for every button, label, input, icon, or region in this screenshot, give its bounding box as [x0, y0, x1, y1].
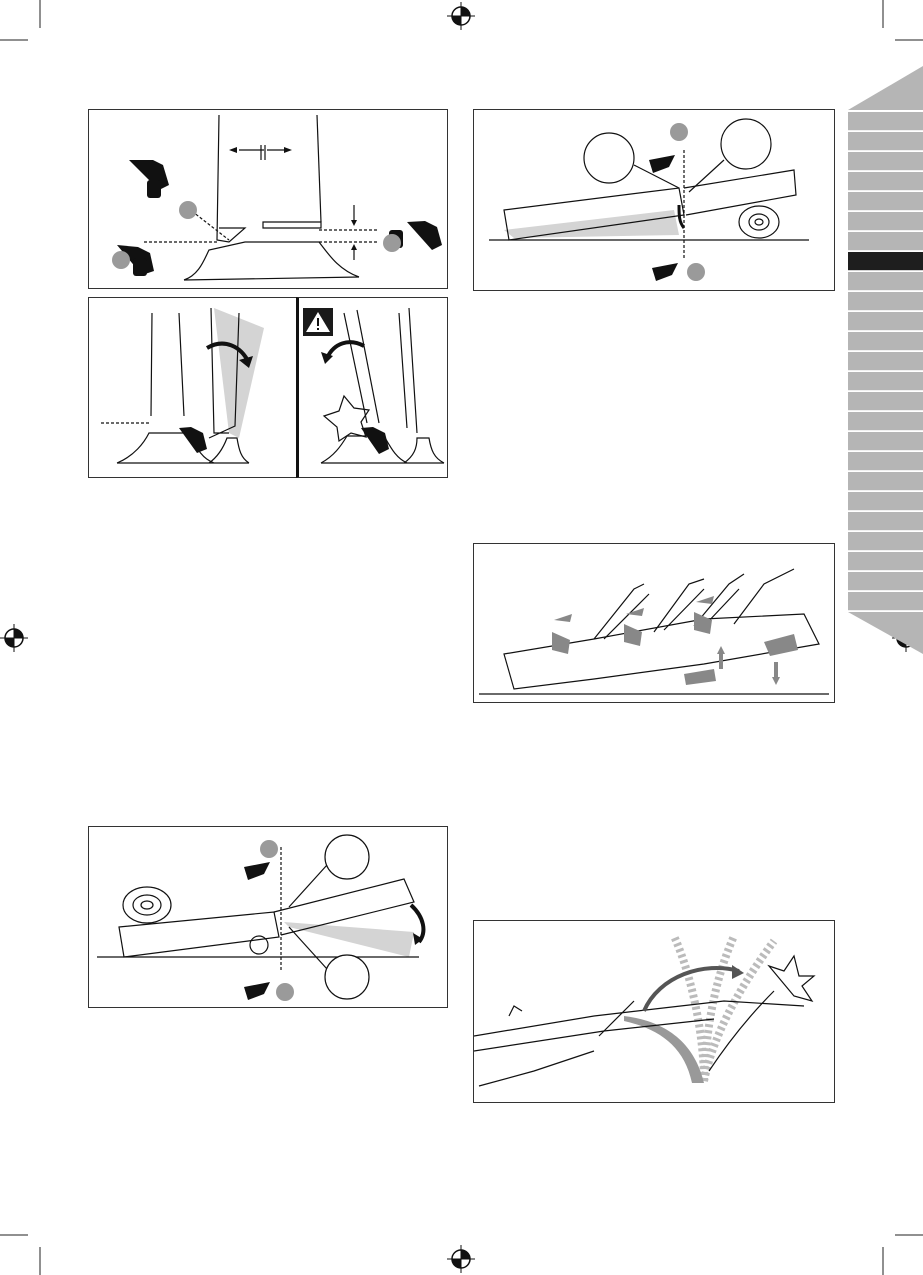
side-tab [848, 452, 923, 470]
registration-mark-icon [0, 624, 28, 652]
side-tab [848, 592, 923, 610]
side-tab [848, 192, 923, 210]
side-tab [848, 392, 923, 410]
log-supported-both-ends-cutting [473, 109, 835, 291]
side-tab [848, 272, 923, 290]
tab-cap-top [848, 66, 923, 110]
step-marker [260, 840, 278, 858]
step-marker [276, 983, 294, 1001]
side-tab [848, 572, 923, 590]
side-tab [848, 552, 923, 570]
step-marker [112, 251, 130, 269]
limbing-cut-marker [552, 596, 798, 685]
side-tab [848, 152, 923, 170]
side-tab [848, 432, 923, 450]
side-tab [848, 172, 923, 190]
wrong-felling-warning-diagram [296, 297, 448, 478]
chainsaw-icon [652, 263, 678, 281]
chainsaw-icon [649, 155, 675, 173]
side-tab [848, 412, 923, 430]
felling-direction-diagram [88, 297, 298, 478]
step-marker [670, 123, 688, 141]
side-tab [848, 352, 923, 370]
step-marker [179, 201, 197, 219]
side-tab [848, 292, 923, 310]
side-tab [848, 232, 923, 250]
side-tab [848, 332, 923, 350]
notch-and-felling-cut-diagram [88, 109, 448, 289]
step-marker [687, 263, 705, 281]
chainsaw-icon [244, 862, 270, 880]
chainsaw-icon [244, 982, 270, 1000]
side-tab [848, 472, 923, 490]
side-tab [848, 312, 923, 330]
side-tab [848, 492, 923, 510]
registration-mark-icon [447, 2, 475, 30]
registration-mark-icon [447, 1245, 475, 1273]
tab-cap-bottom [848, 612, 923, 654]
side-tab-active [848, 252, 923, 270]
side-tab [848, 372, 923, 390]
side-tab [848, 532, 923, 550]
limbing-branches-diagram [473, 543, 835, 703]
spring-pole-hazard-diagram [473, 920, 835, 1103]
side-tab [848, 112, 923, 130]
step-marker [383, 234, 401, 252]
chainsaw-icon [179, 427, 207, 453]
side-tab [848, 512, 923, 530]
side-tab-index [848, 66, 923, 656]
side-tab [848, 132, 923, 150]
chainsaw-icon [129, 160, 169, 198]
side-tab [848, 212, 923, 230]
log-supported-one-end-cutting [88, 826, 448, 1008]
chainsaw-icon [361, 427, 389, 454]
